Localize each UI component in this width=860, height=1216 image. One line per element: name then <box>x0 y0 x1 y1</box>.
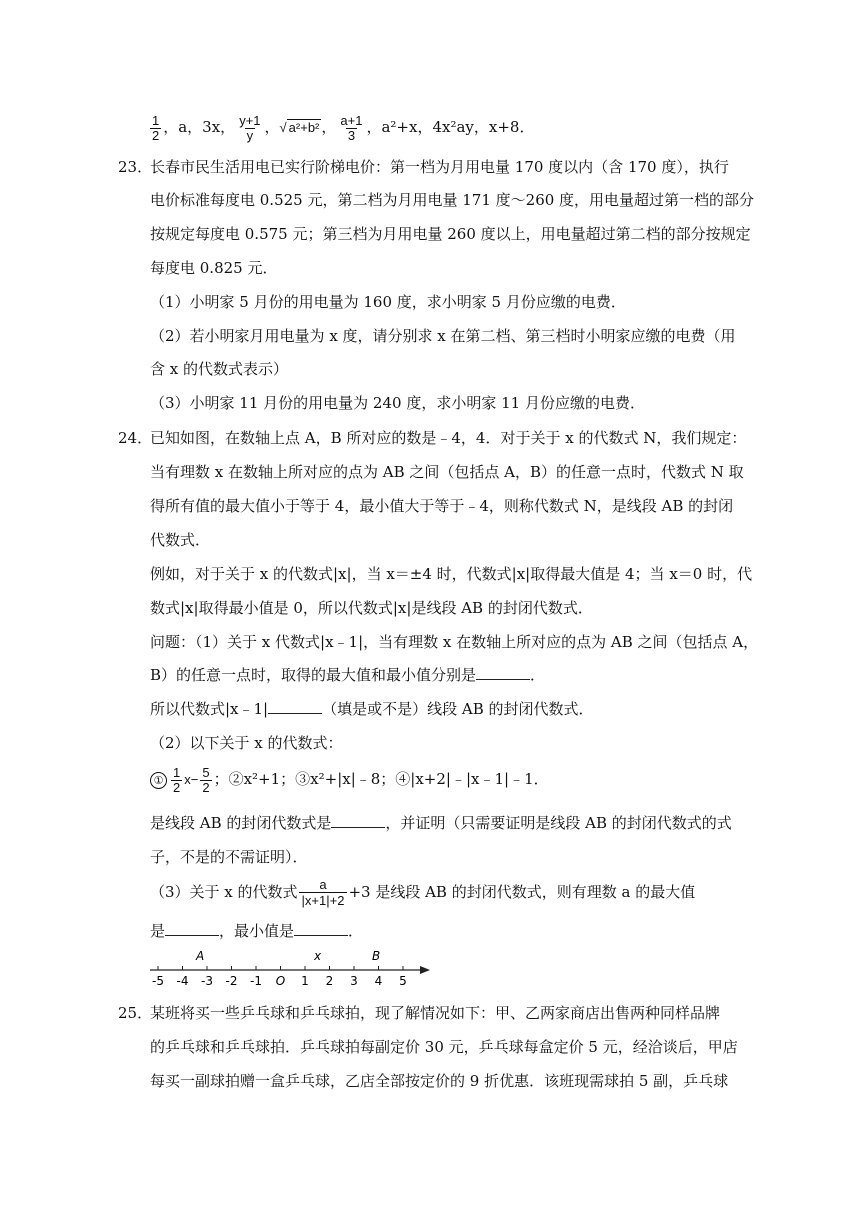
circled-number-1: ① <box>150 772 167 789</box>
tick-label: 3 <box>350 974 358 988</box>
answer-blank-2[interactable] <box>268 699 322 714</box>
fraction-half: $\frac{1}{2}$ <box>152 112 160 143</box>
q24-line-1: 已知如图，在数轴上点 A，B 所对应的数是﹣4，4．对于关于 x 的代数式 N，我们规定： <box>150 429 747 447</box>
tick-label: 1 <box>301 974 309 988</box>
q24-expression-items: ① $\frac{1}{2}$ x− $\frac{5}{2}$ ；②x²+1；③x²+|x|﹣8；④|x+2|﹣|x﹣1|﹣1． <box>150 759 740 799</box>
expression-items-rest: ；②x²+1；③x²+|x|﹣8；④|x+2|﹣|x﹣1|﹣1． <box>213 770 549 788</box>
tick-label: -5 <box>152 974 164 988</box>
q23-part-2: （2）若小明家月用电量为 x 度，请分别求 x 在第二档、第三档时小明家应缴的电费（用 <box>150 327 736 345</box>
q22-text-a: ，a，3x， <box>163 118 236 136</box>
q24-question-2-note: 子，不是的不需证明）． <box>150 848 308 866</box>
q24-question-2: （2）以下关于 x 的代数式： <box>150 734 343 752</box>
q24-question-2-answer: 是线段 AB 的封闭代数式是 ，并证明（只需要证明是线段 AB 的封闭代数式的式 <box>150 814 732 832</box>
q24-line-3: 得所有值的最大值小于等于 4，最小值大于等于﹣4，则称代数式 N，是线段 AB 的封闭 <box>150 497 734 515</box>
answer-blank-4[interactable] <box>165 921 219 936</box>
q25-line-3: 每买一副球拍赠一盒乒乓球，乙店全部按定价的 9 折优惠．该班现需球拍 5 副，乒乓球 <box>150 1072 729 1090</box>
q24-question-1-cont: B）的任意一点时，取得的最大值和最小值分别是 ． <box>150 666 546 684</box>
fraction-a-plus-1-over-3: $\frac{a+1}{3}$ <box>340 112 363 143</box>
q24-question-3-cont: 是 ，最小值是 ． <box>150 922 364 940</box>
tick-label: -4 <box>176 974 189 988</box>
answer-blank-1[interactable] <box>476 665 530 680</box>
q24-example-2: 数式|x|取得最小值是 0，所以代数式|x|是线段 AB 的封闭代数式． <box>150 599 593 617</box>
axis-arrow-icon <box>420 966 430 974</box>
q23-number: 23． <box>118 158 153 176</box>
q25-line-2: 的乒乓球和乒乓球拍．乒乓球拍每副定价 30 元，乒乓球每盒定价 5 元，经洽谈后，甲店 <box>150 1038 738 1056</box>
q24-example-1: 例如，对于关于 x 的代数式|x|，当 x＝±4 时，代数式|x|取得最大值是 4；当 x＝0 时，代 <box>150 565 753 583</box>
q22-text-b: ，a²+x，4x²ay，x+8． <box>366 118 535 136</box>
tick-label: O <box>275 974 286 988</box>
number-line-figure <box>148 948 438 990</box>
tick-label: -2 <box>225 974 238 988</box>
point-x-label: x <box>314 949 322 963</box>
q23-part-1: （1）小明家 5 月份的用电量为 160 度，求小明家 5 月份应缴的电费． <box>150 293 626 311</box>
q23-part-3: （3）小明家 11 月份的用电量为 240 度，求小明家 11 月份应缴的电费． <box>150 394 645 412</box>
fraction-a-over-abs: $\frac{a}{|x+1|+2}$ <box>299 878 348 908</box>
q24-question-1: 问题：（1）关于 x 代数式|x﹣1|，当有理数 x 在数轴上所对应的点为 AB 之间（包括点 A， <box>150 633 759 651</box>
fraction-5-over-2: $\frac{5}{2}$ <box>202 764 210 795</box>
point-a-label: A <box>196 949 205 963</box>
q24-question-3: （3）关于 x 的代数式 $\frac{a}{|x+1|+2}$ +3 是线段 AB 的封闭代数式，则有理数 a 的最大值 <box>150 877 696 908</box>
fraction-1-over-2: $\frac{1}{2}$ <box>173 764 181 795</box>
q25-line-1: 某班将买一些乒乓球和乒乓球拍，现了解情况如下：甲、乙两家商店出售两种同样品牌 <box>150 1004 721 1022</box>
q24-line-4: 代数式． <box>150 531 211 549</box>
q23-line-3: 按规定每度电 0.575 元；第三档为月用电量 260 度以上，用电量超过第二档的部分按规定 <box>150 225 751 243</box>
q23-line-2: 电价标准每度电 0.525 元，第二档为月用电量 171 度～260 度，用电量超过第一档的部分 <box>150 191 755 209</box>
tick-label: 2 <box>325 974 334 988</box>
q22-expression-list: $\frac{1}{2}$ ，a，3x， $\frac{y+1}{y}$ ，√ a²+b² ， $\frac{a+1}{3}$ ，a²+x，4x²ay，x+8． <box>152 112 535 143</box>
sqrt-expression: √ a²+b² <box>279 120 320 135</box>
q24-number: 24． <box>118 429 153 447</box>
answer-blank-3[interactable] <box>331 813 385 828</box>
answer-blank-5[interactable] <box>294 921 348 936</box>
tick-label: -1 <box>250 974 262 988</box>
point-b-label: B <box>372 949 381 963</box>
q23-part-2-cont: 含 x 的代数式表示） <box>150 360 288 378</box>
q25-number: 25． <box>118 1004 153 1022</box>
q24-question-1-b: 所以代数式|x﹣1| （填是或不是）线段 AB 的封闭代数式． <box>150 700 594 718</box>
q24-line-2: 当有理数 x 在数轴上所对应的点为 AB 之间（包括点 A，B）的任意一点时，代数式 N 取 <box>150 463 744 481</box>
tick-label: 4 <box>374 974 383 988</box>
tick-label: 5 <box>399 974 407 988</box>
q23-line-4: 每度电 0.825 元． <box>150 259 278 277</box>
tick-label: -3 <box>201 974 213 988</box>
fraction-y-plus-1-over-y: $\frac{y+1}{y}$ <box>239 112 261 143</box>
q23-line-1: 长春市民生活用电已实行阶梯电价：第一档为月用电量 170 度以内（含 170 度），执行 <box>150 158 729 176</box>
